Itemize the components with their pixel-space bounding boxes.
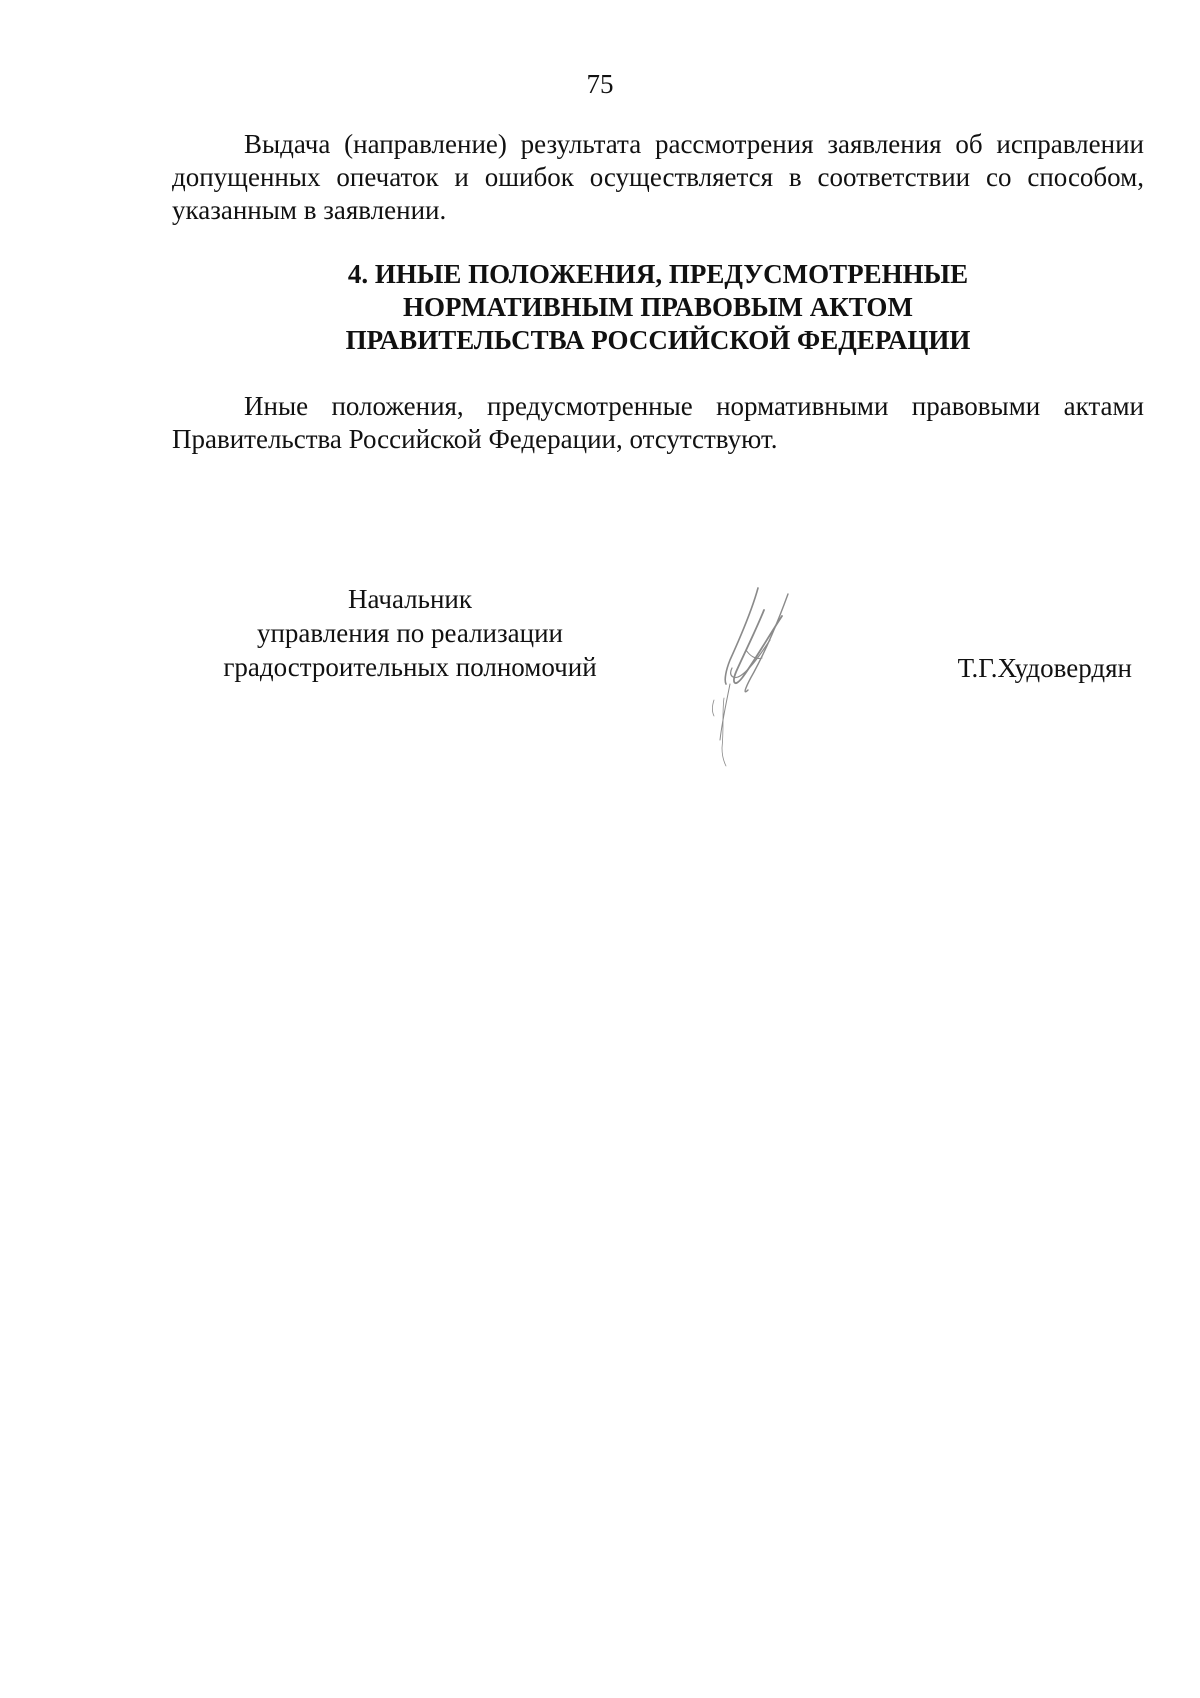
- section-heading: [172, 258, 1144, 357]
- signature-stroke: [734, 610, 782, 683]
- signer-position-line: градостроительных полномочий: [223, 652, 597, 682]
- section-body-paragraph: Иные положения, предусмотренные нормативными правовыми актами Правительства Российской Федерации, отсутствуют.: [172, 391, 1144, 454]
- section-heading-line: 4. ИНЫЕ ПОЛОЖЕНИЯ, ПРЕДУСМОТРЕННЫЕ: [347, 259, 969, 289]
- page-number: 75: [586, 69, 614, 99]
- signature-stroke: [720, 684, 730, 740]
- signer-name: Т.Г.Худовердян: [957, 653, 1132, 683]
- signer-position-line: управления по реализации: [256, 618, 563, 648]
- signature-stroke: [713, 700, 715, 716]
- intro-paragraph: Выдача (направление) результата рассмотрения заявления об исправлении допущенных опечаток и ошибок осуществляется в соответствии со способом, указанным в заявлении.: [172, 129, 1144, 225]
- section-heading-line: ПРАВИТЕЛЬСТВА РОССИЙСКОЙ ФЕДЕРАЦИИ: [345, 325, 971, 355]
- handwritten-signature: [700, 580, 830, 770]
- section-heading-line: НОРМАТИВНЫМ ПРАВОВЫМ АКТОМ: [403, 292, 913, 322]
- signer-position-line: Начальник: [347, 584, 472, 614]
- signer-position: [190, 582, 630, 684]
